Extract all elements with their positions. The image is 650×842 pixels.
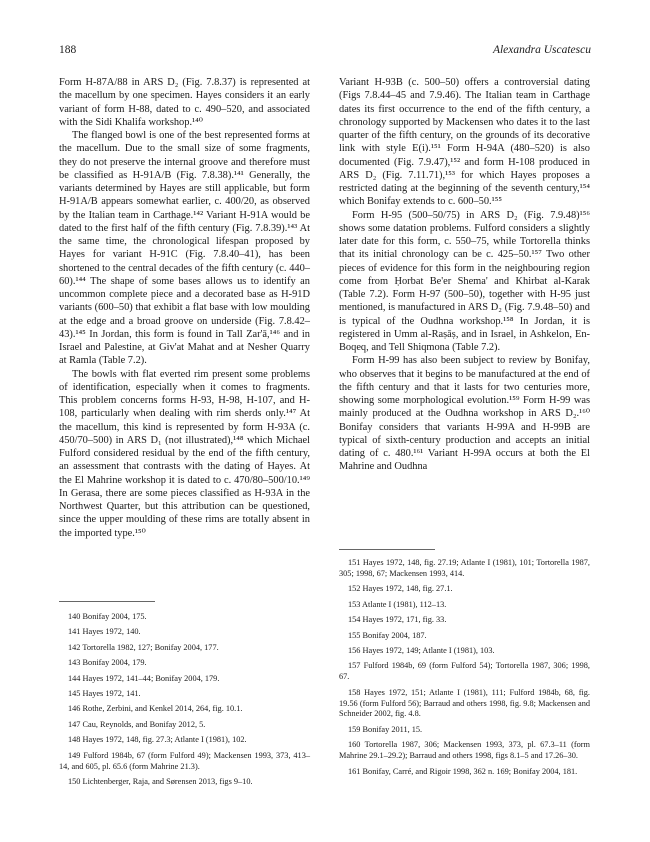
footnote-divider <box>59 601 155 602</box>
footnote: 160 Tortorella 1987, 306; Mackensen 1993, 373, pl. 67.3–11 (form Mahrine 29.1–29.2); Barraud and others 1998, figs 8.1–5 and 17.26–30. <box>339 740 590 761</box>
paragraph: The bowls with flat everted rim present some problems of identification, especially when it comes to fragments. This problem concerns forms H-93, H-98, H-107, and H-108, particularly when dealing with rim sherds only.¹⁴⁷ At the macellum, this kind is represented by form H-93A (c. 450/70–500) in ARS D₁ (not illustrated),¹⁴⁸ which Michael Fulford considered residual by the end of the fifth century, an assessment that contrasts with the dating of Hayes. At the El Mahrine workshop it is dated to c. 470/80–500/10.¹⁴⁹ In Gerasa, there are some pieces classified as H-93A in the Northwest Quarter, but this attribution can be questioned, since the upper moulding of these rims are totally absent in the imported type.¹⁵⁰ <box>59 368 310 539</box>
footnote: 153 Atlante I (1981), 112–13. <box>348 599 447 609</box>
page-header <box>59 44 591 58</box>
footnote: 155 Bonifay 2004, 187. <box>348 630 427 640</box>
footnote: 150 Lichtenberger, Raja, and Sørensen 2013, figs 9–10. <box>68 776 253 786</box>
footnote: 145 Hayes 1972, 141. <box>68 689 141 699</box>
page-number: 188 <box>59 44 77 56</box>
footnote: 159 Bonifay 2011, 15. <box>348 724 423 734</box>
left-column-body <box>59 76 310 540</box>
paragraph: Variant H-93B (c. 500–50) offers a controversial dating (Figs 7.8.44–45 and 7.9.46). The Italian team in Carthage dates its first occurrence to the end of the fifth century, a chronology supported by Mackensen who dates it to the last quarter of the fifth century, on the grounds of its decorative link with style E(i).¹⁵¹ Form H-94A (480–520) is also documented (Fig. 7.9.47),¹⁵² and form H-108 produced in ARS D₂ (Fig. 7.11.71),¹⁵³ for which Hayes proposes a restricted dating at the beginning of the seventh century,¹⁵⁴ which Bonifay extends to c. 600–50.¹⁵⁵ <box>339 77 590 208</box>
footnote: 158 Hayes 1972, 151; Atlante I (1981), 111; Fulford 1984b, 68, fig. 19.56 (form Fulford 56); Barraud and others 1998, fig. 9.8; Mackensen and Schneider 2002, fig. 4.8. <box>339 687 590 719</box>
running-head: Alexandra Uscatescu <box>492 44 591 56</box>
paragraph: Form H-95 (500–50/75) in ARS D₂ (Fig. 7.9.48)¹⁵⁶ shows some datation problems. Fulford considers a slightly later date for this form, c. 550–75, while Tortorella thinks that its initial chronology can be c. 425–50.¹⁵⁷ Two other pieces of evidence for this form in the neighbouring region come from Ḥorbat Be'er Shema' and Khirbat al-Karak (Table 7.2). Form H-97 (500–50), together with H-95 just mentioned, is manufactured in ARS D₂ (Fig. 7.9.48–50) and is typical of the Oudhna workshop.¹⁵⁸ In Jordan, it is registered in Umm al-Raṣāṣ, and in Israel, in Ashkelon, En-Boqeq, and Tell Shiqmona (Table 7.2). <box>339 209 590 353</box>
paragraph: Form H-99 has also been subject to review by Bonifay, who observes that it begins to be manufactured at the end of the fifth century and that it lasts for two centuries more, showing some morphological evolution.¹⁵⁹ Form H-99 was mainly produced at the Oudhna workshop in ARS D₂.¹⁶⁰ Bonifay considers that variants H-99A and H-99B are typical of sixth-century production and accepts an initial dating of c. 480.¹⁶¹ Variant H-99A occurs at both the El Mahrine and Oudhna <box>339 355 590 473</box>
left-footnotes <box>59 612 310 792</box>
footnote-divider <box>339 549 435 550</box>
footnote: 144 Hayes 1972, 141–44; Bonifay 2004, 179. <box>68 673 220 683</box>
footnote: 161 Bonifay, Carré, and Rigoir 1998, 362 n. 169; Bonifay 2004, 181. <box>348 766 578 776</box>
footnote: 154 Hayes 1972, 171, fig. 33. <box>348 615 447 625</box>
paragraph: Form H-87A/88 in ARS D₂ (Fig. 7.8.37) is represented at the macellum by one specimen. Hayes considers it an early variant of form H-88, dated to c. 490–520, and associated with the Sidi Khalifa workshop.¹⁴⁰ <box>59 77 310 128</box>
footnote: 152 Hayes 1972, 148, fig. 27.1. <box>348 584 453 594</box>
footnote: 157 Fulford 1984b, 69 (form Fulford 54); Tortorella 1987, 306; 1998, 67. <box>339 661 590 682</box>
paragraph: The flanged bowl is one of the best represented forms at the macellum. Due to the small size of some fragments, they do not preserve the internal groove and therefore must be classified as H-91A/B (Fig. 7.8.38).¹⁴¹ Generally, the variants determined by Hayes are still applicable, but form H-91A/B appears somewhat earlier, c. 400/20, as observed by the Italian team in Carthage.¹⁴² Variant H-91A would be dated to the first half of the fifth century (Fig. 7.8.39).¹⁴³ At the same time, the chronological lifespan proposed by Hayes for variant H-91C (Fig. 7.8.40–41), has been shortened to the central decades of the fifth century (c. 440–60).¹⁴⁴ The shape of some bases allows us to identify an uncommon complete piece and a decorated base as H-91D variants (600–50) that exhibit a flat base with low moulding at the edge and a broad groove on underside (Fig. 7.8.42–43).¹⁴⁵ In Jordan, this form is found in Tall Zar'ā,¹⁴⁶ and in Israel and Palestine, at Giv'at Mahat and at Nesher Quarry at Ramla (Table 7.2). <box>59 130 310 367</box>
footnote: 148 Hayes 1972, 148, fig. 27.3; Atlante I (1981), 102. <box>68 735 247 745</box>
footnote: 142 Tortorella 1982, 127; Bonifay 2004, 177. <box>68 642 219 652</box>
right-footnotes <box>339 558 590 782</box>
footnote: 156 Hayes 1972, 149; Atlante I (1981), 103. <box>348 645 495 655</box>
footnote: 147 Cau, Reynolds, and Bonifay 2012, 5. <box>68 719 206 729</box>
footnote: 146 Rothe, Zerbini, and Kenkel 2014, 264, fig. 10.1. <box>68 704 243 714</box>
footnote: 143 Bonifay 2004, 179. <box>68 658 147 668</box>
right-column-body <box>339 76 590 474</box>
footnote: 141 Hayes 1972, 140. <box>68 627 141 637</box>
footnote: 149 Fulford 1984b, 67 (form Fulford 49); Mackensen 1993, 373, 413–14, and 605, pl. 65.6 (form Mahrine 21.3). <box>59 750 310 771</box>
footnote: 140 Bonifay 2004, 175. <box>68 612 147 621</box>
footnote: 151 Hayes 1972, 148, fig. 27.19; Atlante I (1981), 101; Tortorella 1987, 305; 1998, 67; Mackensen 1993, 414. <box>339 558 590 578</box>
